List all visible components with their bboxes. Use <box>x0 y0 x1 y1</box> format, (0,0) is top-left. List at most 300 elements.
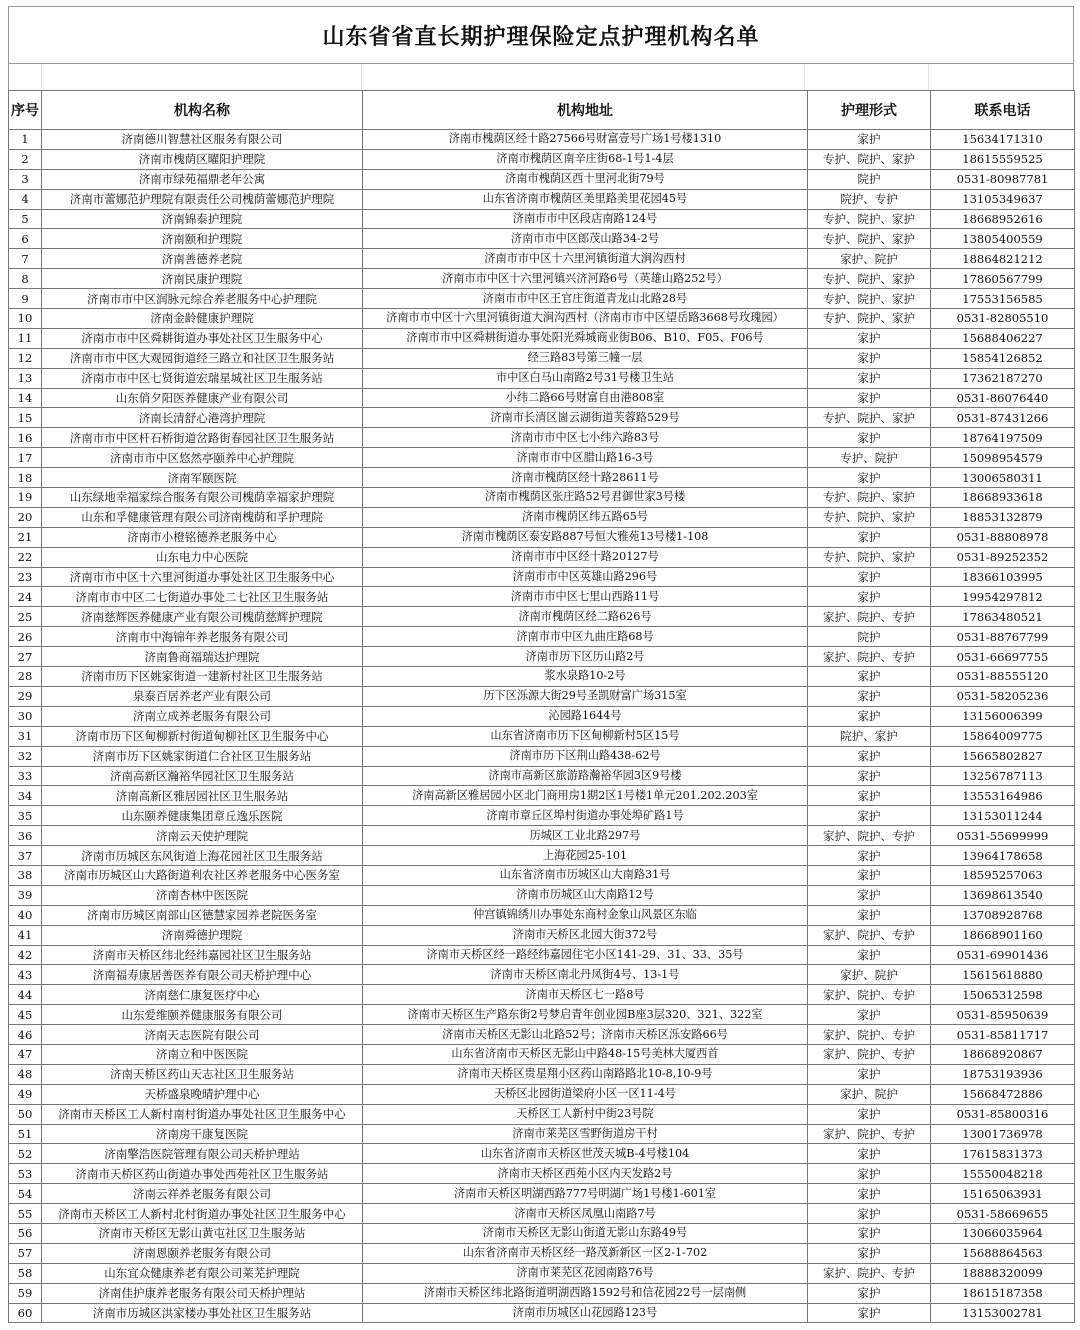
cell-name: 济南天桥区药山天志社区卫生服务站 <box>42 1064 363 1084</box>
cell-care-type: 家护 <box>808 786 931 806</box>
cell-index: 46 <box>9 1025 42 1045</box>
cell-phone: 0531-80987781 <box>931 169 1075 189</box>
cell-name: 山东和孚健康管理有限公司济南槐荫和孚护理院 <box>42 507 363 527</box>
cell-index: 42 <box>9 945 42 965</box>
table-row <box>9 189 1075 209</box>
cell-name: 济南德川智慧社区服务有限公司 <box>42 130 363 150</box>
cell-address: 济南市天桥区无影山街道无影山东路49号 <box>363 1223 808 1243</box>
table-row <box>9 965 1075 985</box>
cell-care-type: 专护、院护、家护 <box>808 229 931 249</box>
cell-care-type: 家护 <box>808 368 931 388</box>
cell-index: 41 <box>9 925 42 945</box>
cell-phone: 13964178658 <box>931 846 1075 866</box>
cell-care-type: 家护、院护、专护 <box>808 1025 931 1045</box>
cell-address: 济南市天桥区北园大街372号 <box>363 925 808 945</box>
cell-address: 济南市长清区崮云湖街道芙蓉路529号 <box>363 408 808 428</box>
table-row <box>9 1084 1075 1104</box>
cell-care-type: 院护、专护 <box>808 189 931 209</box>
table-row <box>9 726 1075 746</box>
cell-care-type: 家护、院护、专护 <box>808 985 931 1005</box>
cell-care-type: 家护、院护、专护 <box>808 1044 931 1064</box>
cell-index: 44 <box>9 985 42 1005</box>
cell-index: 11 <box>9 328 42 348</box>
cell-care-type: 家护 <box>808 846 931 866</box>
table-row <box>9 1243 1075 1263</box>
cell-care-type: 专护、院护、家护 <box>808 547 931 567</box>
cell-name: 济南市小橙铭德养老服务中心 <box>42 527 363 547</box>
cell-name: 济南市市中区润脉元综合养老服务中心护理院 <box>42 289 363 309</box>
table-row <box>9 547 1075 567</box>
cell-phone: 13708928768 <box>931 905 1075 925</box>
cell-name: 济南颐和护理院 <box>42 229 363 249</box>
cell-care-type: 专护、院护、家护 <box>808 269 931 289</box>
table-row <box>9 846 1075 866</box>
cell-address: 济南市市中区九曲庄路68号 <box>363 627 808 647</box>
cell-index: 6 <box>9 229 42 249</box>
cell-index: 50 <box>9 1104 42 1124</box>
cell-care-type: 家护 <box>808 1104 931 1124</box>
cell-care-type: 专护、院护、家护 <box>808 488 931 508</box>
cell-name: 济南房干康复医院 <box>42 1124 363 1144</box>
cell-phone: 13156006399 <box>931 706 1075 726</box>
cell-index: 1 <box>9 130 42 150</box>
cell-care-type: 家护、院护、专护 <box>808 607 931 627</box>
cell-index: 53 <box>9 1164 42 1184</box>
cell-address: 济南市市中区七里山西路11号 <box>363 587 808 607</box>
cell-phone: 13256787113 <box>931 766 1075 786</box>
cell-address: 浆水泉路10-2号 <box>363 667 808 687</box>
cell-address: 济南市市中区十六里河镇街道大涧沟西村 <box>363 249 808 269</box>
cell-index: 56 <box>9 1223 42 1243</box>
cell-phone: 18753193936 <box>931 1064 1075 1084</box>
cell-name: 山东颐养健康集团章丘逸乐医院 <box>42 806 363 826</box>
table-row <box>9 1044 1075 1064</box>
cell-index: 31 <box>9 726 42 746</box>
table-row <box>9 149 1075 169</box>
cell-phone: 18615187358 <box>931 1283 1075 1303</box>
cell-name: 济南慈辉医养健康产业有限公司槐荫慈辉护理院 <box>42 607 363 627</box>
cell-care-type: 家护 <box>808 1223 931 1243</box>
cell-name: 济南舜德护理院 <box>42 925 363 945</box>
cell-name: 济南市市中区十六里河街道办事处社区卫生服务中心 <box>42 567 363 587</box>
cell-care-type: 家护 <box>808 1204 931 1224</box>
cell-care-type: 家护、院护、专护 <box>808 925 931 945</box>
cell-phone: 0531-87431266 <box>931 408 1075 428</box>
cell-name: 济南擎浩医院管理有限公司天桥护理站 <box>42 1144 363 1164</box>
cell-address: 济南市槐荫区经十路27566号财富壹号广场1号楼1310 <box>363 130 808 150</box>
table-row <box>9 408 1075 428</box>
table-row <box>9 885 1075 905</box>
cell-phone: 15098954579 <box>931 448 1075 468</box>
cell-phone: 0531-85811717 <box>931 1025 1075 1045</box>
cell-index: 36 <box>9 826 42 846</box>
cell-care-type: 家护 <box>808 766 931 786</box>
cell-care-type: 家护、院护、专护 <box>808 647 931 667</box>
table-row <box>9 627 1075 647</box>
table-row <box>9 209 1075 229</box>
cell-name: 济南市历下区姚家街道一建新村社区卫生服务站 <box>42 667 363 687</box>
table-row <box>9 130 1075 150</box>
cell-phone: 13553164986 <box>931 786 1075 806</box>
table-row <box>9 368 1075 388</box>
cell-phone: 0531-55699999 <box>931 826 1075 846</box>
table-row <box>9 607 1075 627</box>
cell-address: 济南市天桥区凤凰山南路7号 <box>363 1204 808 1224</box>
cell-phone: 0531-88767799 <box>931 627 1075 647</box>
cell-name: 济南市天桥区药山街道办事处西苑社区卫生服务站 <box>42 1164 363 1184</box>
cell-phone: 18668952616 <box>931 209 1075 229</box>
table-row <box>9 488 1075 508</box>
cell-address: 济南市市中区腊山路16-3号 <box>363 448 808 468</box>
cell-care-type: 家护 <box>808 706 931 726</box>
cell-index: 21 <box>9 527 42 547</box>
cell-index: 3 <box>9 169 42 189</box>
cell-name: 济南市蕾娜范护理院有限责任公司槐荫蕾娜范护理院 <box>42 189 363 209</box>
cell-phone: 15665802827 <box>931 746 1075 766</box>
cell-address: 济南市章丘区埠村街道办事处埠矿路1号 <box>363 806 808 826</box>
cell-index: 2 <box>9 149 42 169</box>
cell-care-type: 院护 <box>808 169 931 189</box>
cell-address: 天桥区北园街道梁府小区一区11-4号 <box>363 1084 808 1104</box>
cell-phone: 17860567799 <box>931 269 1075 289</box>
table-row <box>9 348 1075 368</box>
cell-phone: 17553156585 <box>931 289 1075 309</box>
cell-name: 济南鲁商福瑞达护理院 <box>42 647 363 667</box>
cell-phone: 13066035964 <box>931 1223 1075 1243</box>
cell-address: 济南市莱芜区花园南路76号 <box>363 1263 808 1283</box>
cell-name: 济南市天桥区工人新村北村街道办事处社区卫生服务中心 <box>42 1204 363 1224</box>
cell-phone: 0531-58669655 <box>931 1204 1075 1224</box>
table-row <box>9 1025 1075 1045</box>
cell-care-type: 家护 <box>808 806 931 826</box>
cell-address: 经三路83号第三幢一层 <box>363 348 808 368</box>
cell-phone: 18668933618 <box>931 488 1075 508</box>
cell-phone: 18764197509 <box>931 428 1075 448</box>
cell-address: 济南市历下区荆山路438-62号 <box>363 746 808 766</box>
blank-row <box>8 64 1074 90</box>
cell-care-type: 家护、院护、专护 <box>808 1263 931 1283</box>
table-row <box>9 169 1075 189</box>
cell-name: 济南市市中区七贤街道宏瑞星城社区卫生服务站 <box>42 368 363 388</box>
cell-phone: 0531-88808978 <box>931 527 1075 547</box>
table-row <box>9 865 1075 885</box>
cell-care-type: 家护 <box>808 1144 931 1164</box>
cell-name: 济南善德养老院 <box>42 249 363 269</box>
table-row <box>9 328 1075 348</box>
table-row <box>9 249 1075 269</box>
cell-phone: 15634171310 <box>931 130 1075 150</box>
cell-name: 济南天志医院有限公司 <box>42 1025 363 1045</box>
cell-care-type: 家护 <box>808 468 931 488</box>
cell-index: 8 <box>9 269 42 289</box>
cell-address: 济南市市中区经十路20127号 <box>363 547 808 567</box>
cell-phone: 15065312598 <box>931 985 1075 1005</box>
cell-name: 济南市历城区东风街道上海花园社区卫生服务站 <box>42 846 363 866</box>
cell-index: 15 <box>9 408 42 428</box>
cell-care-type: 家护、院护、专护 <box>808 1124 931 1144</box>
cell-care-type: 家护 <box>808 1005 931 1025</box>
cell-name: 天桥盛泉晚晴护理中心 <box>42 1084 363 1104</box>
cell-address: 济南市高新区旅游路瀚裕华园3区9号楼 <box>363 766 808 786</box>
cell-care-type: 专护、院护、家护 <box>808 507 931 527</box>
cell-address: 济南市天桥区经一路经纬嘉园住宅小区141-29、31、33、35号 <box>363 945 808 965</box>
cell-phone: 15688406227 <box>931 328 1075 348</box>
cell-care-type: 家护 <box>808 667 931 687</box>
cell-address: 济南市天桥区纬北路街道明湖西路1592号和信花园22号一层南侧 <box>363 1283 808 1303</box>
cell-name: 山东绿地幸福家综合服务有限公司槐荫幸福家护理院 <box>42 488 363 508</box>
cell-index: 58 <box>9 1263 42 1283</box>
header-row <box>9 91 1075 130</box>
cell-phone: 18366103995 <box>931 567 1075 587</box>
cell-name: 济南高新区雅居园社区卫生服务站 <box>42 786 363 806</box>
table-row <box>9 667 1075 687</box>
cell-phone: 18668901160 <box>931 925 1075 945</box>
cell-address: 济南市市中区郎茂山路34-2号 <box>363 229 808 249</box>
cell-name: 济南市历城区南部山区德慧家园养老院医务室 <box>42 905 363 925</box>
cell-phone: 18595257063 <box>931 865 1075 885</box>
cell-address: 济南市槐荫区西十里河北街79号 <box>363 169 808 189</box>
cell-name: 济南军颐医院 <box>42 468 363 488</box>
table-body <box>9 130 1075 1323</box>
table-row <box>9 786 1075 806</box>
table-row <box>9 985 1075 1005</box>
cell-index: 30 <box>9 706 42 726</box>
cell-phone: 18888320099 <box>931 1263 1075 1283</box>
cell-address: 山东省济南市天桥区经一路茂新新区一区2-1-702 <box>363 1243 808 1263</box>
cell-name: 济南市历城区洪家楼办事处社区卫生服务站 <box>42 1303 363 1323</box>
cell-care-type: 家护 <box>808 328 931 348</box>
cell-address: 济南市天桥区贵星翔小区药山南路路北10-8,10-9号 <box>363 1064 808 1084</box>
cell-index: 54 <box>9 1184 42 1204</box>
cell-name: 济南锦泰护理院 <box>42 209 363 229</box>
cell-index: 26 <box>9 627 42 647</box>
table-row <box>9 826 1075 846</box>
cell-index: 12 <box>9 348 42 368</box>
cell-address: 山东省济南市历城区山大南路31号 <box>363 865 808 885</box>
cell-phone: 19954297812 <box>931 587 1075 607</box>
cell-address: 济南高新区雅居园小区北门商用房1期2区1号楼1单元201.202.203室 <box>363 786 808 806</box>
cell-index: 48 <box>9 1064 42 1084</box>
cell-index: 27 <box>9 647 42 667</box>
header-care-type: 护理形式 <box>808 91 931 130</box>
cell-care-type: 家护 <box>808 945 931 965</box>
cell-phone: 15668472886 <box>931 1084 1075 1104</box>
cell-index: 34 <box>9 786 42 806</box>
cell-address: 济南市槐荫区经十路28611号 <box>363 468 808 488</box>
cell-address: 仲宫镇锦绣川办事处东商村金象山风景区东临 <box>363 905 808 925</box>
cell-address: 济南市市中区七小纬六路83号 <box>363 428 808 448</box>
cell-index: 38 <box>9 865 42 885</box>
table-row <box>9 448 1075 468</box>
cell-care-type: 家护 <box>808 885 931 905</box>
cell-name: 济南市市中区大观园街道经三路立和社区卫生服务站 <box>42 348 363 368</box>
cell-care-type: 家护 <box>808 746 931 766</box>
cell-care-type: 家护 <box>808 1243 931 1263</box>
cell-index: 23 <box>9 567 42 587</box>
cell-index: 7 <box>9 249 42 269</box>
table-row <box>9 1204 1075 1224</box>
cell-care-type: 院护、家护 <box>808 726 931 746</box>
cell-care-type: 家护、院护 <box>808 965 931 985</box>
cell-phone: 13153002781 <box>931 1303 1075 1323</box>
cell-care-type: 家护 <box>808 1164 931 1184</box>
cell-address: 济南市槐荫区南辛庄街68-1号1-4层 <box>363 149 808 169</box>
cell-index: 13 <box>9 368 42 388</box>
cell-care-type: 家护 <box>808 567 931 587</box>
cell-address: 历下区泺源大街29号圣凯财富广场315室 <box>363 686 808 706</box>
cell-care-type: 家护 <box>808 527 931 547</box>
cell-address: 济南市天桥区西苑小区内天发路2号 <box>363 1164 808 1184</box>
cell-address: 山东省济南市天桥区世茂天城B-4号楼104 <box>363 1144 808 1164</box>
table-row <box>9 269 1075 289</box>
table-row <box>9 806 1075 826</box>
table-row <box>9 746 1075 766</box>
cell-name: 济南市槐荫区曜阳护理院 <box>42 149 363 169</box>
table-row <box>9 567 1075 587</box>
cell-name: 济南市市中区二七街道办事处二七社区卫生服务站 <box>42 587 363 607</box>
cell-address: 山东省济南市历下区甸柳新村5区15号 <box>363 726 808 746</box>
table-row <box>9 905 1075 925</box>
cell-name: 济南市市中区杆石桥街道岔路街春园社区卫生服务站 <box>42 428 363 448</box>
cell-index: 25 <box>9 607 42 627</box>
cell-address: 上海花园25-101 <box>363 846 808 866</box>
cell-address: 济南市市中区王官庄街道青龙山北路28号 <box>363 289 808 309</box>
cell-phone: 15854126852 <box>931 348 1075 368</box>
cell-name: 济南金龄健康护理院 <box>42 309 363 329</box>
cell-address: 济南市历城区山花园路123号 <box>363 1303 808 1323</box>
cell-phone: 18615559525 <box>931 149 1075 169</box>
cell-name: 济南长清舒心港湾护理院 <box>42 408 363 428</box>
cell-phone: 13698613540 <box>931 885 1075 905</box>
table-row <box>9 1124 1075 1144</box>
table-row <box>9 1064 1075 1084</box>
document-title: 山东省省直长期护理保险定点护理机构名单 <box>322 24 760 50</box>
cell-name: 济南杏林中医医院 <box>42 885 363 905</box>
cell-address: 济南市槐荫区经二路626号 <box>363 607 808 627</box>
cell-index: 32 <box>9 746 42 766</box>
cell-care-type: 家护 <box>808 388 931 408</box>
cell-index: 39 <box>9 885 42 905</box>
cell-care-type: 专护、院护、家护 <box>808 149 931 169</box>
cell-name: 济南恩颐养老服务有限公司 <box>42 1243 363 1263</box>
cell-care-type: 专护、院护、家护 <box>808 209 931 229</box>
cell-address: 天桥区工人新村中街23号院 <box>363 1104 808 1124</box>
cell-index: 55 <box>9 1204 42 1224</box>
cell-name: 济南市天桥区工人新村南村街道办事处社区卫生服务中心 <box>42 1104 363 1124</box>
cell-care-type: 家护 <box>808 686 931 706</box>
cell-phone: 0531-88555120 <box>931 667 1075 687</box>
cell-address: 济南市槐荫区纬五路65号 <box>363 507 808 527</box>
cell-name: 济南福寿康居善医养有限公司天桥护理中心 <box>42 965 363 985</box>
cell-index: 37 <box>9 846 42 866</box>
cell-address: 济南市天桥区明湖西路777号明湖广场1号楼1-601室 <box>363 1184 808 1204</box>
cell-index: 29 <box>9 686 42 706</box>
table-row <box>9 945 1075 965</box>
cell-care-type: 家护 <box>808 905 931 925</box>
cell-index: 16 <box>9 428 42 448</box>
cell-name: 济南市历下区姚家街道仁合社区卫生服务站 <box>42 746 363 766</box>
cell-address: 济南市市中区英雄山路296号 <box>363 567 808 587</box>
table-row <box>9 507 1075 527</box>
cell-address: 济南市槐荫区张庄路52号君御世家3号楼 <box>363 488 808 508</box>
cell-care-type: 家护 <box>808 1184 931 1204</box>
cell-phone: 15864009775 <box>931 726 1075 746</box>
cell-address: 历城区工业北路297号 <box>363 826 808 846</box>
cell-index: 59 <box>9 1283 42 1303</box>
cell-address: 济南市历下区历山路2号 <box>363 647 808 667</box>
cell-phone: 17863480521 <box>931 607 1075 627</box>
document-title-row <box>8 6 1074 64</box>
cell-name: 济南市市中区舜耕街道办事处社区卫生服务中心 <box>42 328 363 348</box>
cell-phone: 15550048218 <box>931 1164 1075 1184</box>
cell-care-type: 家护 <box>808 1064 931 1084</box>
cell-care-type: 家护 <box>808 865 931 885</box>
cell-phone: 13006580311 <box>931 468 1075 488</box>
cell-index: 24 <box>9 587 42 607</box>
cell-care-type: 家护 <box>808 428 931 448</box>
cell-index: 5 <box>9 209 42 229</box>
cell-name: 山东电力中心医院 <box>42 547 363 567</box>
cell-index: 18 <box>9 468 42 488</box>
cell-phone: 13153011244 <box>931 806 1075 826</box>
cell-phone: 13105349637 <box>931 189 1075 209</box>
table-row <box>9 706 1075 726</box>
cell-phone: 0531-82805510 <box>931 309 1075 329</box>
cell-index: 14 <box>9 388 42 408</box>
cell-address: 济南市历城区山大南路12号 <box>363 885 808 905</box>
cell-address: 济南市市中区十六里河镇街道大涧沟西村（济南市市中区望岳路3668号玫瑰园） <box>363 309 808 329</box>
cell-care-type: 专护、院护、家护 <box>808 289 931 309</box>
cell-index: 43 <box>9 965 42 985</box>
cell-name: 济南市中海锦年养老服务有限公司 <box>42 627 363 647</box>
table-row <box>9 527 1075 547</box>
cell-care-type: 专护、院护、家护 <box>808 309 931 329</box>
spreadsheet <box>8 6 1074 1323</box>
table-row <box>9 388 1075 408</box>
table-row <box>9 1164 1075 1184</box>
header-index: 序号 <box>9 91 42 130</box>
cell-care-type: 家护 <box>808 587 931 607</box>
cell-name: 济南立和中医医院 <box>42 1044 363 1064</box>
cell-index: 33 <box>9 766 42 786</box>
table-row <box>9 647 1075 667</box>
cell-address: 济南市天桥区无影山北路52号；济南市天桥区泺安路66号 <box>363 1025 808 1045</box>
cell-address: 济南市市中区段店南路124号 <box>363 209 808 229</box>
cell-phone: 18864821212 <box>931 249 1075 269</box>
cell-care-type: 专护、院护、家护 <box>808 408 931 428</box>
cell-phone: 15688864563 <box>931 1243 1075 1263</box>
header-phone: 联系电话 <box>931 91 1075 130</box>
table-row <box>9 587 1075 607</box>
cell-address: 济南市市中区十六里河镇兴济河路6号（英雄山路252号） <box>363 269 808 289</box>
cell-name: 山东爱维颐养健康服务有限公司 <box>42 1005 363 1025</box>
cell-care-type: 专护、院护 <box>808 448 931 468</box>
cell-phone: 0531-58205236 <box>931 686 1075 706</box>
cell-index: 60 <box>9 1303 42 1323</box>
cell-index: 35 <box>9 806 42 826</box>
cell-address: 济南市槐荫区泰安路887号恒大雅苑13号楼1-108 <box>363 527 808 547</box>
cell-index: 57 <box>9 1243 42 1263</box>
cell-phone: 13001736978 <box>931 1124 1075 1144</box>
cell-care-type: 家护、院护 <box>808 249 931 269</box>
cell-name: 济南慈仁康复医疗中心 <box>42 985 363 1005</box>
cell-phone: 0531-66697755 <box>931 647 1075 667</box>
table-row <box>9 428 1075 448</box>
cell-name: 济南佳护康养老服务有限公司天桥护理站 <box>42 1283 363 1303</box>
cell-name: 济南民康护理院 <box>42 269 363 289</box>
cell-name: 泉泰百居养老产业有限公司 <box>42 686 363 706</box>
table-row <box>9 1303 1075 1323</box>
